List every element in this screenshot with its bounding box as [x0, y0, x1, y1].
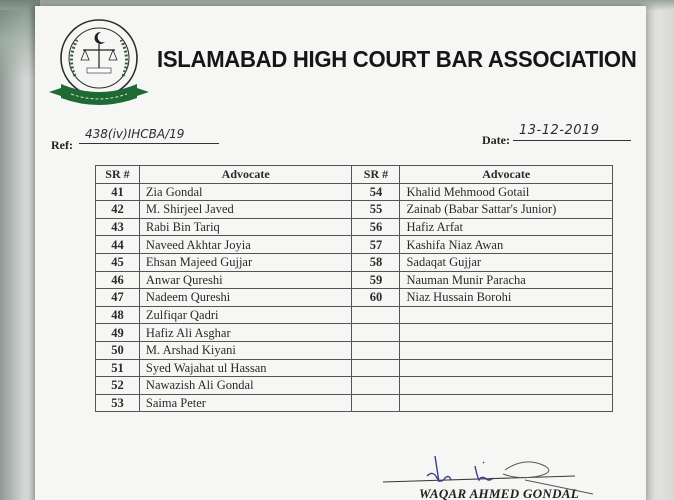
advocate-name: [400, 341, 613, 359]
table-row: [96, 324, 613, 342]
advocate-name: Saima Peter: [139, 394, 352, 412]
advocate-name: Niaz Hussain Borohi: [400, 289, 613, 307]
sr-number: 53: [96, 394, 140, 412]
advocate-name: Hafiz Ali Asghar: [139, 324, 352, 342]
sr-number: 58: [352, 253, 400, 271]
reference-number: 438(iv)IHCBA/19: [79, 126, 219, 144]
table-row: [96, 306, 613, 324]
sr-number: 45: [96, 253, 140, 271]
sr-number: 55: [352, 201, 400, 219]
table-row: [96, 183, 613, 201]
table-row: [96, 394, 613, 412]
advocate-name: Hafiz Arfat: [400, 218, 613, 236]
sr-number: 44: [96, 236, 140, 254]
advocate-name: Nawazish Ali Gondal: [139, 377, 352, 395]
table-row: [96, 253, 613, 271]
letter-page: [35, 6, 646, 500]
sr-number: 42: [96, 201, 140, 219]
advocate-name: Zainab (Babar Sattar's Junior): [400, 201, 613, 219]
sr-number: 52: [96, 377, 140, 395]
header-sr: SR #: [96, 166, 140, 184]
sr-number: 54: [352, 183, 400, 201]
advocate-name: Kashifa Niaz Awan: [400, 236, 613, 254]
table-row: [96, 271, 613, 289]
advocate-name: Rabi Bin Tariq: [139, 218, 352, 236]
advocate-name: [400, 359, 613, 377]
date-label: Date:: [482, 133, 510, 147]
advocate-name: [400, 324, 613, 342]
sr-number: [352, 377, 400, 395]
advocate-name: [400, 306, 613, 324]
advocate-name: Sadaqat Gujjar: [400, 253, 613, 271]
sr-number: 60: [352, 289, 400, 307]
signer-name: WAQAR AHMED GONDAL: [419, 486, 579, 500]
header-advocate: Advocate: [139, 166, 352, 184]
organization-title: ISLAMABAD HIGH COURT BAR ASSOCIATION: [157, 46, 637, 72]
advocate-name: Naveed Akhtar Joyia: [139, 236, 352, 254]
advocate-name: Zia Gondal: [139, 183, 352, 201]
table-row: [96, 289, 613, 307]
table-row: [96, 218, 613, 236]
table-row: [96, 377, 613, 395]
advocate-name: Zulfiqar Qadri: [139, 306, 352, 324]
table-row: [96, 359, 613, 377]
header-sr: SR #: [352, 166, 400, 184]
advocate-name: Syed Wajahat ul Hassan: [139, 359, 352, 377]
sr-number: 50: [96, 341, 140, 359]
header-advocate: Advocate: [400, 166, 613, 184]
table-row: [96, 201, 613, 219]
sr-number: 48: [96, 306, 140, 324]
date-value: 13-12-2019: [513, 123, 631, 141]
advocate-name: Khalid Mehmood Gotail: [400, 183, 613, 201]
advocate-name: [400, 394, 613, 412]
sr-number: 59: [352, 271, 400, 289]
photo-background-corner: [0, 0, 40, 80]
sr-number: 56: [352, 218, 400, 236]
sr-number: 41: [96, 183, 140, 201]
sr-number: 57: [352, 236, 400, 254]
advocate-roll-table: [95, 165, 613, 412]
advocate-name: M. Shirjeel Javed: [139, 201, 352, 219]
sr-number: [352, 359, 400, 377]
advocate-name: M. Arshad Kiyani: [139, 341, 352, 359]
sr-number: [352, 394, 400, 412]
sr-number: [352, 306, 400, 324]
advocate-name: [400, 377, 613, 395]
advocate-name: Nauman Munir Paracha: [400, 271, 613, 289]
advocate-name: Ehsan Majeed Gujjar: [139, 253, 352, 271]
reference-label: Ref:: [51, 138, 73, 152]
advocate-name: Anwar Qureshi: [139, 271, 352, 289]
sr-number: 43: [96, 218, 140, 236]
table-header-row: [96, 166, 613, 184]
advocate-name: Nadeem Qureshi: [139, 289, 352, 307]
court-seal-icon: [41, 14, 153, 114]
table-row: [96, 341, 613, 359]
sr-number: 47: [96, 289, 140, 307]
sr-number: [352, 341, 400, 359]
table-row: [96, 236, 613, 254]
sr-number: [352, 324, 400, 342]
sr-number: 46: [96, 271, 140, 289]
sr-number: 49: [96, 324, 140, 342]
sr-number: 51: [96, 359, 140, 377]
